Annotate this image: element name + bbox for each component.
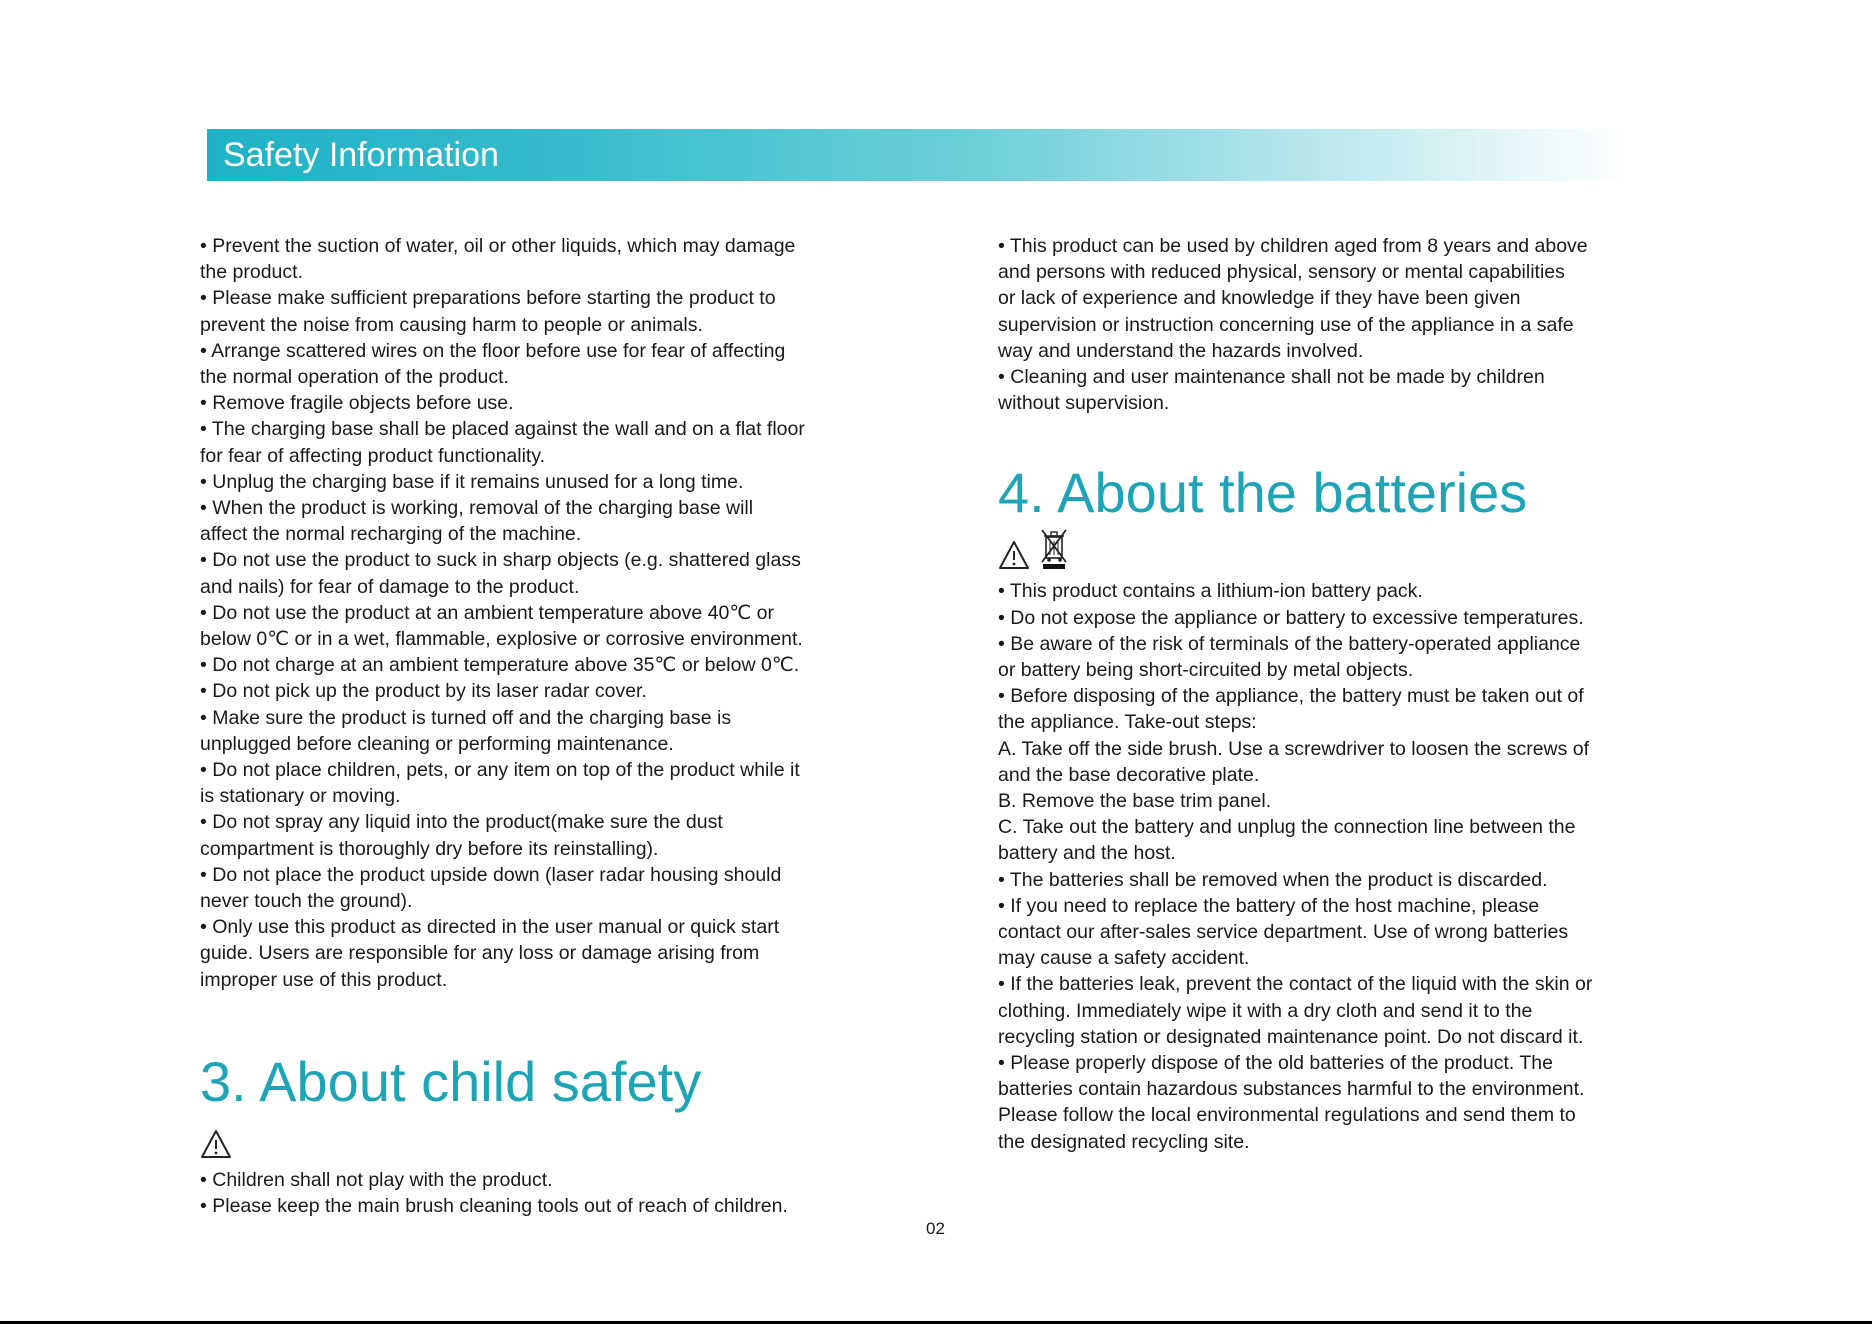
battery-icons <box>998 526 1688 570</box>
children-usage-list <box>998 233 1688 416</box>
text-line: • Remove fragile objects before use. <box>200 392 514 415</box>
text-line: prevent the noise from causing harm to people or animals. <box>200 313 703 336</box>
text-line: way and understand the hazards involved. <box>998 339 1364 362</box>
warning-triangle-icon <box>998 540 1030 570</box>
text-line: below 0℃ or in a wet, flammable, explosive or corrosive environment. <box>200 628 803 651</box>
text-line: never touch the ground). <box>200 890 413 913</box>
text-line: • Do not use the product to suck in sharp objects (e.g. shattered glass <box>200 549 801 572</box>
text-line: Please follow the local environmental regulations and send them to <box>998 1104 1576 1127</box>
text-line: and nails) for fear of damage to the product. <box>200 575 580 598</box>
text-line: supervision or instruction concerning use of the appliance in a safe <box>998 313 1574 336</box>
child-safety-list <box>200 1167 890 1219</box>
text-line: for fear of affecting product functionality. <box>200 444 546 467</box>
text-line: the appliance. Take-out steps: <box>998 711 1257 734</box>
text-line: • Be aware of the risk of terminals of the battery-operated appliance <box>998 632 1581 655</box>
text-line: may cause a safety accident. <box>998 947 1250 970</box>
warning-triangle-icon <box>200 1129 232 1159</box>
section-heading-child-safety: 3. About child safety <box>200 1049 702 1113</box>
battery-list <box>998 578 1688 1154</box>
text-line: • Do not use the product at an ambient temperature above 40℃ or <box>200 601 774 624</box>
text-line: unplugged before cleaning or performing maintenance. <box>200 732 674 755</box>
text-line: • Children shall not play with the product. <box>200 1168 553 1191</box>
text-line: • The batteries shall be removed when the product is discarded. <box>998 868 1548 891</box>
text-line: or lack of experience and knowledge if they have been given <box>998 287 1521 310</box>
text-line: • This product contains a lithium-ion battery pack. <box>998 580 1423 603</box>
text-line: is stationary or moving. <box>200 785 401 808</box>
left-column <box>200 233 890 1219</box>
text-line: • If you need to replace the battery of the host machine, please <box>998 894 1540 917</box>
text-line: • Do not place the product upside down (laser radar housing should <box>200 863 782 886</box>
text-line: • Arrange scattered wires on the floor before use for fear of affecting <box>200 339 786 362</box>
text-line: • Do not charge at an ambient temperature above 35℃ or below 0℃. <box>200 654 800 677</box>
text-line: and persons with reduced physical, sensory or mental capabilities <box>998 261 1565 284</box>
text-line: • Only use this product as directed in the user manual or quick start <box>200 916 780 939</box>
text-line: the normal operation of the product. <box>200 366 509 389</box>
right-column <box>998 233 1688 1155</box>
text-line: the product. <box>200 261 303 284</box>
text-line: • Make sure the product is turned off and the charging base is <box>200 706 732 729</box>
text-line: • Please make sufficient preparations before starting the product to <box>200 287 776 310</box>
text-line: • Please keep the main brush cleaning tools out of reach of children. <box>200 1195 788 1218</box>
page-number: 02 <box>926 1219 945 1238</box>
header-bar <box>207 129 1625 181</box>
text-line: affect the normal recharging of the machine. <box>200 523 582 546</box>
text-line: • This product can be used by children aged from 8 years and above <box>998 235 1588 257</box>
text-line: • Do not place children, pets, or any item on top of the product while it <box>200 759 800 782</box>
text-line: guide. Users are responsible for any loss or damage arising from <box>200 942 760 965</box>
text-line: • Before disposing of the appliance, the battery must be taken out of <box>998 685 1584 708</box>
crossed-out-bin-icon <box>1040 528 1068 570</box>
text-line: battery and the host. <box>998 842 1176 865</box>
text-line: • When the product is working, removal of the charging base will <box>200 497 754 520</box>
text-line: batteries contain hazardous substances harmful to the environment. <box>998 1078 1585 1101</box>
text-line: the designated recycling site. <box>998 1130 1250 1153</box>
text-line: A. Take off the side brush. Use a screwdriver to loosen the screws of <box>998 737 1590 760</box>
safety-list <box>200 233 890 993</box>
text-line: • Unplug the charging base if it remains unused for a long time. <box>200 470 744 493</box>
text-line: • Cleaning and user maintenance shall not be made by children <box>998 366 1545 389</box>
text-line: B. Remove the base trim panel. <box>998 790 1272 813</box>
page-title: Safety Information <box>223 136 499 174</box>
text-line: without supervision. <box>998 392 1170 415</box>
text-line: • If the batteries leak, prevent the contact of the liquid with the skin or <box>998 973 1593 996</box>
text-line: • Please properly dispose of the old batteries of the product. The <box>998 1052 1553 1075</box>
text-line: • Prevent the suction of water, oil or other liquids, which may damage <box>200 235 796 257</box>
section-heading-batteries: 4. About the batteries <box>998 461 1528 525</box>
text-line: contact our after-sales service department. Use of wrong batteries <box>998 921 1569 944</box>
child-safety-icons <box>200 1115 890 1159</box>
text-line: C. Take out the battery and unplug the connection line between the <box>998 816 1576 839</box>
text-line: • Do not pick up the product by its laser radar cover. <box>200 680 647 703</box>
text-line: • Do not expose the appliance or battery to excessive temperatures. <box>998 606 1584 629</box>
text-line: or battery being short-circuited by metal objects. <box>998 659 1414 682</box>
text-line: • Do not spray any liquid into the product(make sure the dust <box>200 811 723 834</box>
text-line: recycling station or designated maintenance point. Do not discard it. <box>998 1025 1584 1048</box>
text-line: and the base decorative plate. <box>998 763 1260 786</box>
text-line: • The charging base shall be placed against the wall and on a flat floor <box>200 418 805 441</box>
text-line: clothing. Immediately wipe it with a dry cloth and send it to the <box>998 999 1533 1022</box>
text-line: improper use of this product. <box>200 968 448 991</box>
text-line: compartment is thoroughly dry before its reinstalling). <box>200 837 659 860</box>
